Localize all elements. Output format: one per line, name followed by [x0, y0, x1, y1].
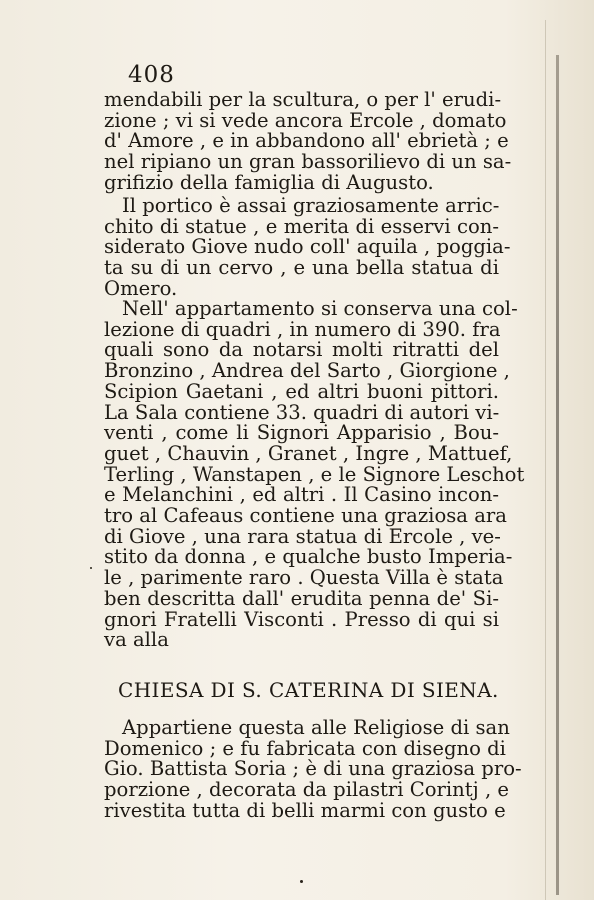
text-line: porzione , decorata da pilastri Corintj , e	[104, 778, 510, 802]
text-line: venti , come li Signori Apparisio , Bou-	[104, 421, 499, 445]
text-line: La Sala contiene 33. quadri di autori vi-	[104, 400, 500, 424]
text-line: le , parimente raro . Questa Villa è stata	[104, 566, 504, 590]
text-line: Nell' appartamento si conserva una col-	[122, 297, 518, 320]
paragraph-sculpture	[104, 88, 512, 194]
text-line: ben descritta dall' erudita penna de' Si-	[104, 586, 499, 610]
text-line: Scipion Gaetani , ed altri buoni pittori.	[104, 379, 499, 403]
text-line: va alla	[104, 628, 169, 652]
section-heading: CHIESA DI S. CATERINA DI SIENA.	[118, 678, 499, 702]
page-edge-shadow	[556, 55, 559, 895]
text-line: chito di statue , e merita di esservi con-	[104, 214, 499, 238]
paragraph-church	[104, 716, 522, 822]
paragraph-apartment	[104, 297, 525, 652]
page-gutter-line	[545, 20, 546, 900]
text-line: stito da donna , e qualche busto Imperia-	[104, 545, 513, 569]
text-line: ta su di un cervo , e una bella statua di	[104, 256, 499, 280]
text-line: nel ripiano un gran bassorilievo di un sa-	[104, 150, 512, 174]
text-line: rivestita tutta di belli marmi con gusto e	[104, 798, 506, 822]
ink-speck	[300, 880, 303, 883]
text-line: guet , Chauvin , Granet , Ingre , Mattuef,	[104, 441, 513, 465]
text-line: Appartiene questa alle Religiose di san	[122, 716, 510, 739]
text-line: grifizio della famiglia di Augusto.	[104, 170, 434, 194]
text-line: mendabili per la scultura, o per l' erudi-	[104, 88, 502, 111]
paragraph-portico	[104, 194, 511, 300]
text-line: Gio. Battista Soria ; è di una graziosa pro-	[104, 757, 522, 781]
text-line: d' Amore , e in abbandono all' ebrietà ; e	[104, 129, 509, 153]
text-line: Omero.	[104, 276, 178, 300]
page-number: 408	[128, 62, 175, 88]
text-line: Il portico è assai graziosamente arric-	[122, 194, 500, 217]
text-line: quali sono da notarsi molti ritratti del	[104, 338, 499, 362]
text-line: di Giove , una rara statua di Ercole , ve-	[104, 524, 501, 548]
text-line: Bronzino , Andrea del Sarto , Giorgione ,	[104, 359, 510, 383]
text-line: gnori Fratelli Visconti . Presso di qui si	[104, 607, 499, 631]
text-line: lezione di quadri , in numero di 390. fra	[104, 317, 501, 341]
text-line: siderato Giove nudo coll' aquila , poggia-	[104, 235, 511, 259]
text-line: Terling , Wanstapen , e le Signore Leschot	[104, 462, 525, 486]
text-line: e Melanchini , ed altri . Il Casino incon-	[104, 483, 499, 507]
text-line: zione ; vi si vede ancora Ercole , domato	[104, 108, 507, 132]
text-line: tro al Cafeaus contiene una graziosa ara	[104, 504, 507, 528]
text-line: Domenico ; e fu fabricata con disegno di	[104, 736, 506, 760]
ink-speck	[90, 567, 92, 569]
